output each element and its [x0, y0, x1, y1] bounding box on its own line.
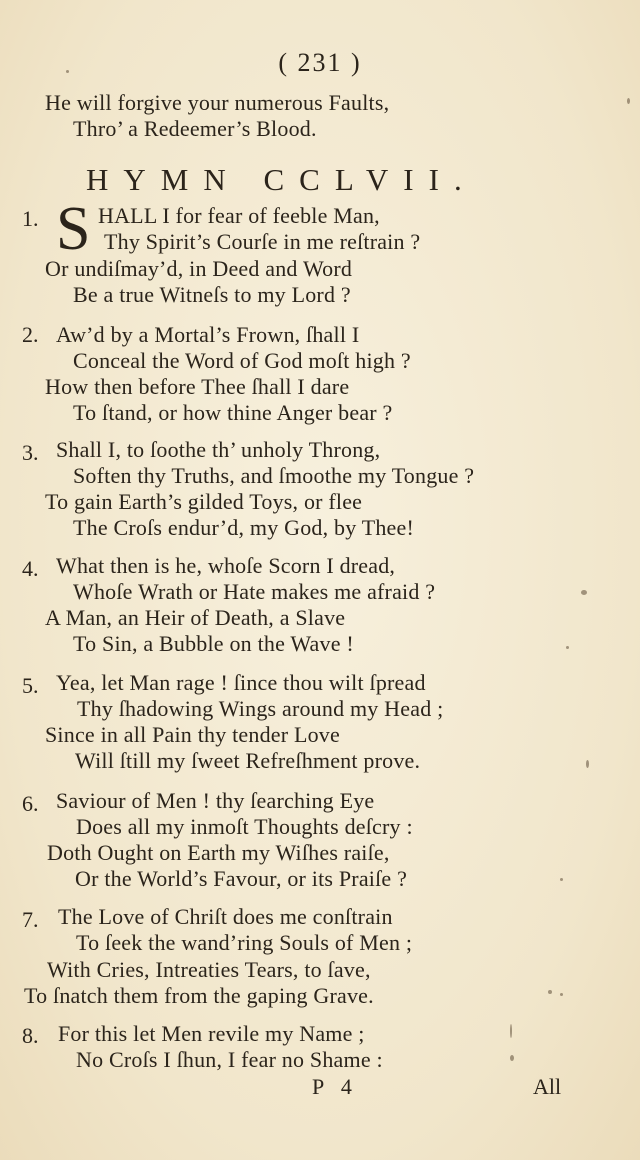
- verse-line: Aw’d by a Mortal’s Frown, ſhall I: [56, 322, 360, 347]
- verse-line: To Sin, a Bubble on the Wave !: [73, 631, 354, 656]
- continuation-line: Thro’ a Redeemer’s Blood.: [73, 116, 317, 141]
- stanza-number: 2.: [22, 322, 39, 347]
- verse-line: Or the World’s Favour, or its Praiſe ?: [75, 866, 408, 891]
- verse-line: Or undiſmay’d, in Deed and Word: [45, 256, 353, 281]
- verse-line: To gain Earth’s gilded Toys, or flee: [45, 489, 363, 514]
- verse-line: Yea, let Man rage ! ſince thou wilt ſpread: [56, 670, 426, 695]
- verse-line: What then is he, whoſe Scorn I dread,: [56, 553, 396, 578]
- verse-line: Doth Ought on Earth my Wiſhes raiſe,: [47, 840, 390, 865]
- stanza-number: 4.: [22, 556, 39, 581]
- verse-line: The Croſs endur’d, my God, by Thee!: [73, 515, 415, 540]
- hymn-title: HYMN CCLVII.: [86, 162, 477, 197]
- ink-speck: [548, 990, 552, 994]
- stanza-number: 8.: [22, 1023, 39, 1048]
- drop-cap: S: [56, 195, 91, 263]
- stanza-number: 1.: [22, 206, 39, 231]
- verse-line: Does all my inmoſt Thoughts deſcry :: [76, 814, 413, 839]
- stanza-number: 6.: [22, 791, 39, 816]
- verse-line: Will ſtill my ſweet Refreſhment prove.: [75, 748, 421, 773]
- verse-line: Saviour of Men ! thy ſearching Eye: [56, 788, 375, 813]
- verse-line: To ſnatch them from the gaping Grave.: [24, 983, 374, 1008]
- verse-line: Whoſe Wrath or Hate makes me afraid ?: [73, 579, 436, 604]
- stanza-number: 7.: [22, 907, 39, 932]
- ink-speck: [627, 98, 630, 104]
- verse-line: Thy ſhadowing Wings around my Head ;: [77, 696, 444, 721]
- verse-line: Conceal the Word of God moſt high ?: [73, 348, 411, 373]
- verse-line: The Love of Chriſt does me conſtrain: [58, 904, 393, 929]
- ink-speck: [581, 590, 587, 595]
- verse-line: Soften thy Truths, and ſmoothe my Tongue ?: [73, 463, 475, 488]
- verse-line: Since in all Pain thy tender Love: [45, 722, 340, 747]
- ink-speck: [510, 1024, 512, 1038]
- verse-line: A Man, an Heir of Death, a Slave: [45, 605, 346, 630]
- verse-line: Thy Spirit’s Courſe in me reſtrain ?: [104, 229, 421, 254]
- verse-line: With Cries, Intreaties Tears, to ſave,: [47, 957, 371, 982]
- verse-line: Be a true Witneſs to my Lord ?: [73, 282, 351, 307]
- verse-line: HALL I for fear of feeble Man,: [98, 203, 380, 228]
- ink-speck: [586, 760, 589, 768]
- ink-speck: [566, 646, 569, 649]
- ink-speck: [560, 878, 563, 881]
- ink-speck: [66, 70, 69, 73]
- signature-mark: P 4: [312, 1074, 358, 1099]
- verse-line: To ſtand, or how thine Anger bear ?: [73, 400, 393, 425]
- verse-line: How then before Thee ſhall I dare: [45, 374, 350, 399]
- stanza-number: 5.: [22, 673, 39, 698]
- ink-speck: [510, 1055, 514, 1061]
- ink-speck: [560, 993, 563, 996]
- continuation-line: He will forgive your numerous Faults,: [45, 90, 390, 115]
- verse-line: Shall I, to ſoothe th’ unholy Throng,: [56, 437, 381, 462]
- stanza-number: 3.: [22, 440, 39, 465]
- catchword: All: [533, 1074, 562, 1099]
- page-number: ( 231 ): [278, 48, 362, 77]
- verse-line: No Croſs I ſhun, I fear no Shame :: [76, 1047, 383, 1072]
- verse-line: To ſeek the wand’ring Souls of Men ;: [76, 930, 413, 955]
- verse-line: For this let Men revile my Name ;: [58, 1021, 365, 1046]
